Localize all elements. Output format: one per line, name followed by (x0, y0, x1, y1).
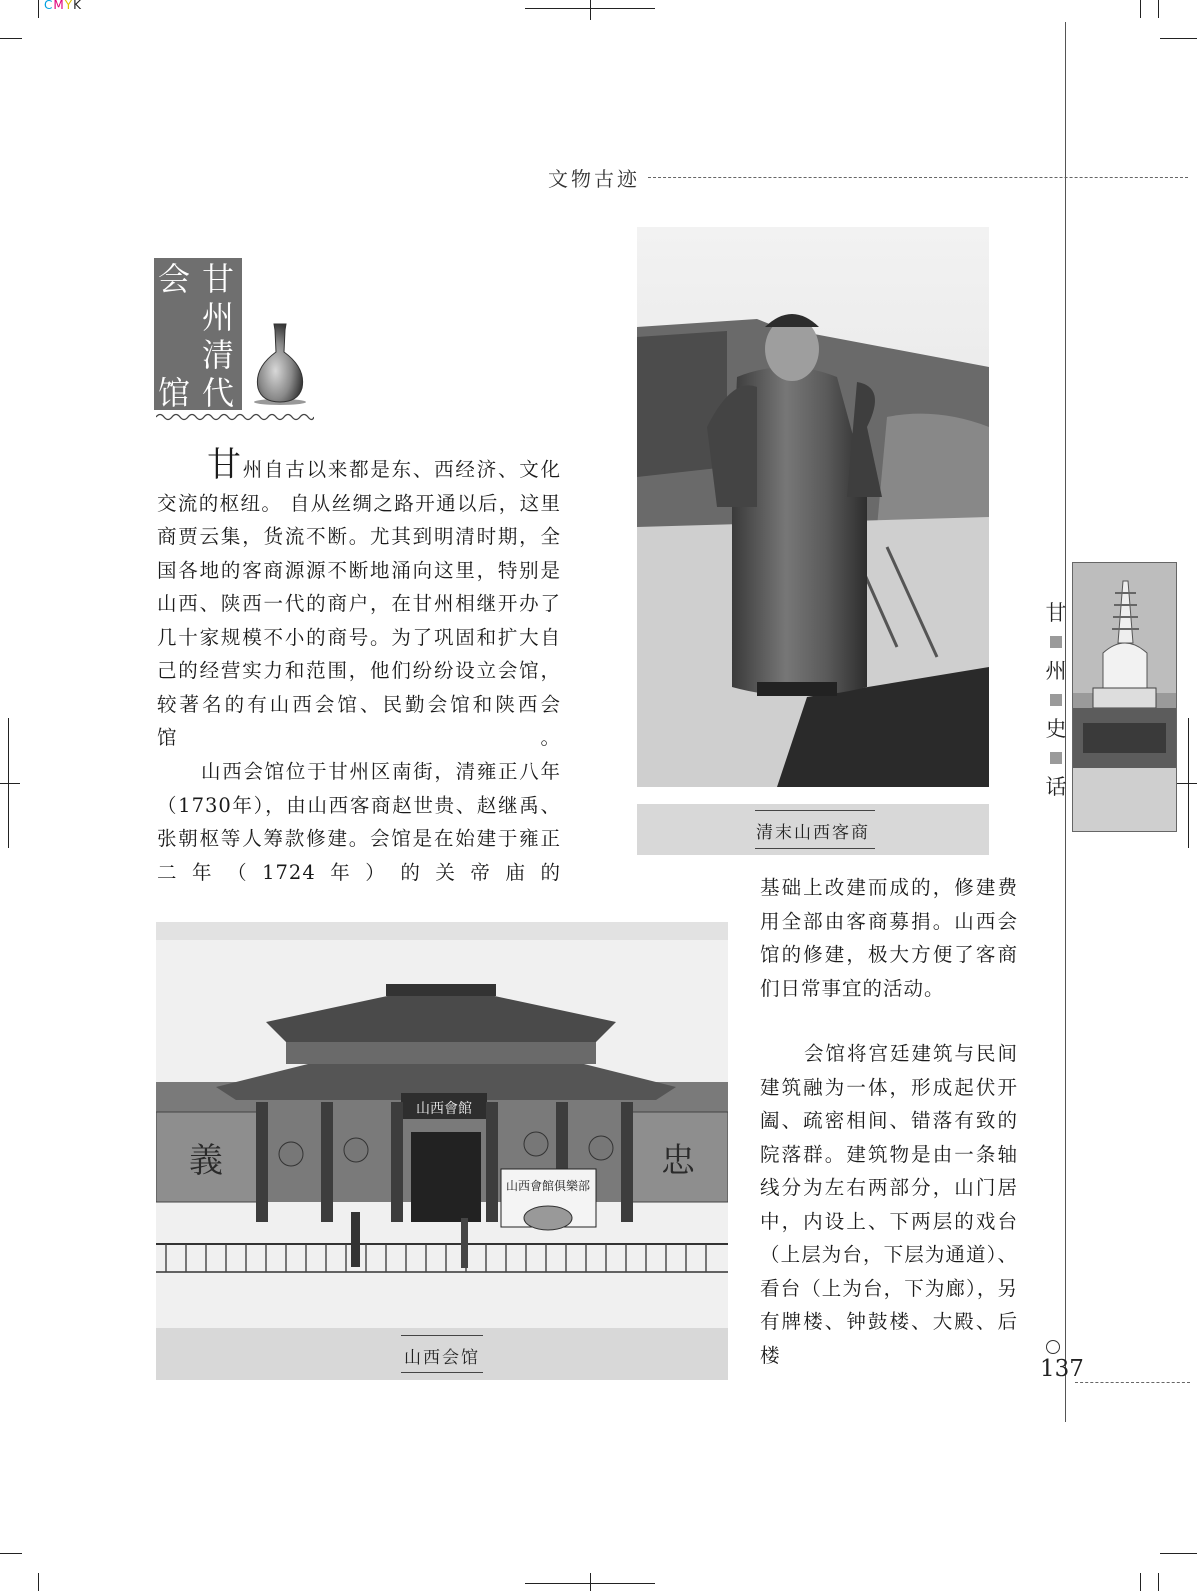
paragraph-2-left (157, 755, 561, 889)
magenta-label: M (53, 0, 65, 12)
crop-mark (0, 38, 22, 39)
title-char: 甘 (201, 260, 234, 298)
footer-dashed-rule (1075, 1382, 1190, 1383)
paragraph-2-right-text: 基础上改建而成的，修建费用全部由客商募捐。山西会馆的修建，极大方便了客商们日常事宜的活动。 (760, 876, 1018, 1000)
side-tab (1044, 596, 1068, 804)
crop-mark (1140, 0, 1141, 18)
crop-mark (1160, 1553, 1197, 1554)
page-number-dot (1046, 1340, 1060, 1354)
drop-cap: 甘 (207, 445, 243, 485)
wavy-ornament (156, 412, 314, 422)
caption-rule (401, 1372, 483, 1373)
paragraph-1-text: 州自古以来都是东、西经济、文化交流的枢纽。 自从丝绸之路开通以后，这里商贾云集，货流不断。尤其到明清时期，全国各地的客商源源不断地涌向这里，特别是山西、陕西一代的商户，在甘州相继开办了几十家规模不小的商号。为了巩固和扩大自己的经营实力和范围，他们纷纷设立会馆，较著名的有山西会馆、民勤会馆和陕西会馆。 (157, 458, 561, 749)
cyan-label: C (44, 0, 54, 12)
black-label: K (73, 0, 82, 12)
right-wall-character: 忠 (661, 1141, 695, 1181)
caption-rule (401, 1335, 483, 1336)
crop-mark (38, 0, 39, 18)
crop-mark (38, 1573, 39, 1591)
color-registration-label (44, 0, 82, 12)
left-wall-character: 義 (189, 1141, 223, 1181)
guild-hall-caption: 山西会馆 (404, 1348, 480, 1368)
paragraph-1 (157, 445, 561, 755)
section-title-block (154, 258, 242, 410)
paragraph-3-text: 会馆将宫廷建筑与民间建筑融为一体，形成起伏开阖、疏密相间、错落有致的院落群。建筑物是由一条轴线分为左右两部分，山门居中，内设上、下两层的戏台（上层为台，下层为通道）、看台（上为台，下为廊），另有牌楼、钟鼓楼、大殿、后楼 (760, 1042, 1018, 1367)
title-char: 清 (201, 336, 234, 374)
crop-mark (1177, 783, 1197, 784)
caption-rule (755, 810, 875, 811)
guild-hall-banner: 山西會館俱樂部 (505, 1179, 591, 1193)
caption-rule (755, 848, 875, 849)
merchant-caption: 清末山西客商 (756, 823, 870, 843)
crop-mark (590, 1573, 591, 1591)
side-tab-square (1050, 636, 1062, 648)
title-char: 会 (157, 260, 190, 298)
page-number: 137 (1040, 1356, 1084, 1382)
title-char: 州 (201, 298, 234, 336)
crop-mark (1158, 0, 1159, 18)
side-tab-square (1050, 752, 1062, 764)
side-tab-square (1050, 694, 1062, 706)
guild-hall-plaque: 山西會館 (416, 1101, 472, 1117)
crop-mark (0, 1553, 22, 1554)
header-dashed-rule (648, 177, 1188, 178)
yellow-label: Y (64, 0, 74, 12)
title-char: 馆 (157, 374, 190, 412)
guild-hall-photo (156, 922, 728, 1328)
merchant-photo (637, 227, 989, 787)
paragraph-2-right (760, 871, 1018, 1005)
crop-mark (1160, 38, 1197, 39)
crop-mark (590, 0, 591, 20)
crop-mark (1158, 1573, 1159, 1591)
paragraph-2-left-text: 山西会馆位于甘州区南街，清雍正八年（1730年），由山西客商赵世贵、赵继禹、张朝枢等人筹款修建。会馆是在始建于雍正二年（1724年）的关帝庙的 (157, 760, 561, 884)
running-header: 文物古迹 (548, 167, 640, 191)
crop-mark (0, 783, 20, 784)
vase-icon (250, 322, 310, 406)
crop-mark (1140, 1573, 1141, 1591)
side-tab-char: 话 (1045, 775, 1067, 799)
side-tab-char: 州 (1045, 659, 1067, 683)
side-tab-char: 史 (1045, 717, 1067, 741)
title-char: 代 (201, 374, 234, 412)
title-column-left (154, 260, 194, 412)
paragraph-3 (760, 1037, 1018, 1372)
side-tab-char: 甘 (1045, 601, 1067, 625)
pagoda-photo (1072, 562, 1177, 832)
title-column-right (198, 260, 238, 412)
